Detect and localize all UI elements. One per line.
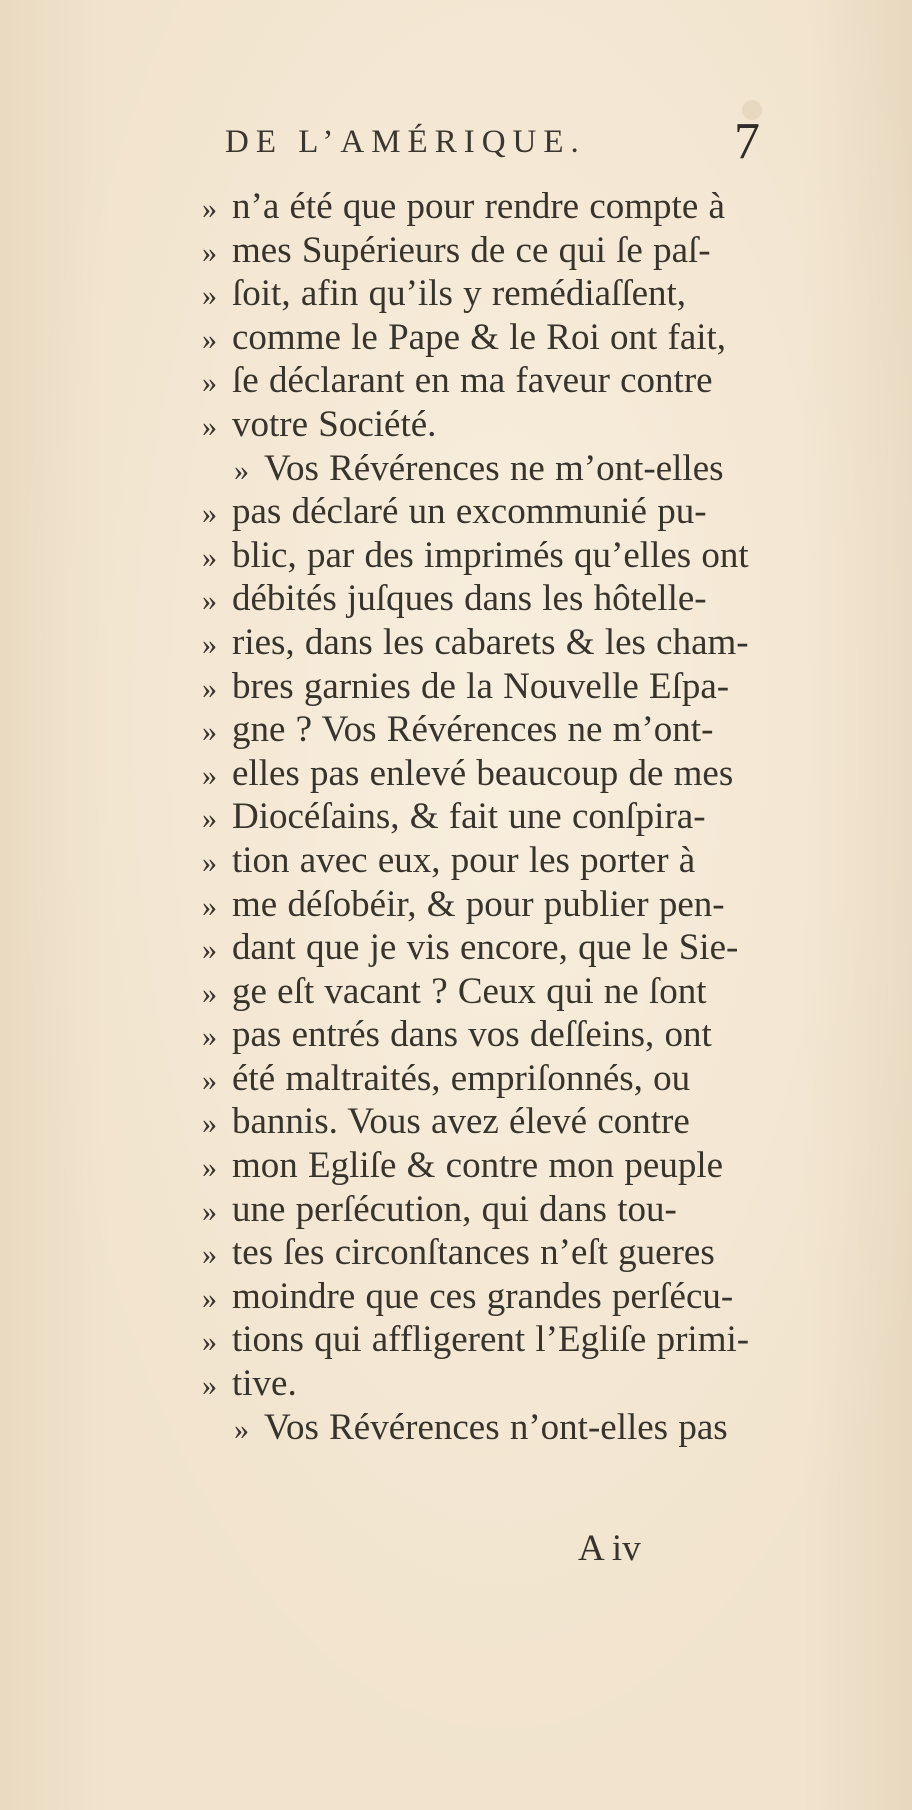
quote-mark: » — [202, 1063, 217, 1097]
text-line — [202, 447, 762, 491]
quote-mark: » — [202, 976, 217, 1010]
line-text: ſoit, afin qu’ils y remédiaſſent, — [232, 273, 687, 315]
text-line — [202, 970, 762, 1014]
line-text: ge eſt vacant ? Ceux qui ne ſont — [232, 970, 707, 1012]
page-header — [200, 113, 760, 178]
line-text: bannis. Vous avez élevé contre — [232, 1101, 690, 1143]
text-line — [202, 316, 762, 360]
text-line — [202, 1144, 762, 1188]
line-text: ries, dans les cabarets & les cham- — [232, 621, 749, 663]
text-line — [202, 490, 762, 534]
line-text: Vos Révérences ne m’ont-elles — [264, 447, 724, 489]
text-line — [202, 839, 762, 883]
line-text: tion avec eux, pour les porter à — [232, 839, 696, 881]
line-text: Diocéſains, & fait une conſpira- — [232, 796, 706, 838]
quote-mark: » — [202, 671, 217, 705]
text-line — [202, 1100, 762, 1144]
line-text: blic, par des imprimés qu’elles ont — [232, 534, 749, 576]
quote-mark: » — [202, 758, 217, 792]
line-text: dant que je vis encore, que le Sie- — [232, 927, 739, 969]
line-text: comme le Pape & le Roi ont fait, — [232, 316, 727, 358]
line-text: bres garnies de la Nouvelle Eſpa- — [232, 665, 730, 707]
line-text: pas entrés dans vos deſſeins, ont — [232, 1014, 712, 1056]
line-text: votre Société. — [232, 403, 437, 445]
quote-mark: » — [202, 1238, 217, 1272]
page-number: 7 — [734, 113, 760, 170]
line-text: me déſobéir, & pour publier pen- — [232, 883, 725, 925]
quote-mark: » — [202, 1020, 217, 1054]
quote-mark: » — [202, 1107, 217, 1141]
text-line — [202, 1013, 762, 1057]
quote-mark: » — [202, 540, 217, 574]
text-line — [202, 1188, 762, 1232]
text-line — [202, 1057, 762, 1101]
text-line — [202, 359, 762, 403]
line-text: une perſécution, qui dans tou- — [232, 1188, 677, 1230]
running-head: DE L’AMÉRIQUE. — [225, 124, 586, 160]
text-line — [202, 1318, 762, 1362]
line-text: pas déclaré un excommunié pu- — [232, 491, 707, 533]
text-line — [202, 534, 762, 578]
text-line — [202, 1406, 762, 1450]
text-line — [202, 1362, 762, 1406]
line-text: mes Supérieurs de ce qui ſe paſ- — [232, 229, 711, 271]
quote-mark: » — [202, 497, 217, 531]
quote-mark: » — [202, 1325, 217, 1359]
text-line — [202, 403, 762, 447]
line-text: Vos Révérences n’ont-elles pas — [264, 1406, 728, 1448]
line-text: ſe déclarant en ma faveur contre — [232, 360, 713, 402]
text-line — [202, 185, 762, 229]
text-line — [202, 621, 762, 665]
line-text: tive. — [232, 1363, 297, 1405]
line-text: elles pas enlevé beaucoup de mes — [232, 752, 734, 794]
quote-mark: » — [234, 453, 249, 487]
text-line — [202, 1231, 762, 1275]
line-text: n’a été que pour rendre compte à — [232, 186, 725, 227]
line-text: tions qui affligerent l’Egliſe primi- — [232, 1319, 750, 1361]
text-line — [202, 229, 762, 273]
text-line — [202, 752, 762, 796]
body-text — [202, 185, 762, 1449]
line-text: été maltraités, empriſonnés, ou — [232, 1057, 691, 1099]
quote-mark: » — [202, 409, 217, 443]
quote-mark: » — [202, 845, 217, 879]
text-line — [202, 272, 762, 316]
quote-mark: » — [202, 1369, 217, 1403]
quote-mark: » — [202, 1281, 217, 1315]
quote-mark: » — [202, 279, 217, 313]
quote-mark: » — [202, 192, 217, 225]
text-line — [202, 1275, 762, 1319]
quote-mark: » — [202, 889, 217, 923]
line-text: débités juſques dans les hôtelle- — [232, 578, 707, 620]
line-text: mon Egliſe & contre mon peuple — [232, 1145, 724, 1187]
line-text: tes ſes circonſtances n’eſt gueres — [232, 1232, 715, 1274]
quote-mark: » — [202, 584, 217, 618]
line-text: moindre que ces grandes perſécu- — [232, 1275, 734, 1317]
text-line — [202, 665, 762, 709]
quote-mark: » — [202, 1151, 217, 1185]
quote-mark: » — [202, 802, 217, 836]
text-line — [202, 708, 762, 752]
quote-mark: » — [202, 1194, 217, 1228]
text-line — [202, 883, 762, 927]
quote-mark: » — [202, 235, 217, 269]
text-line — [202, 926, 762, 970]
quote-mark: » — [202, 322, 217, 356]
quote-mark: » — [202, 366, 217, 400]
text-line — [202, 795, 762, 839]
quote-mark: » — [234, 1412, 249, 1446]
catchword: A iv — [578, 1528, 641, 1569]
quote-mark: » — [202, 933, 217, 967]
line-text: gne ? Vos Révérences ne m’ont- — [232, 709, 714, 751]
quote-mark: » — [202, 627, 217, 661]
text-line — [202, 577, 762, 621]
quote-mark: » — [202, 715, 217, 749]
